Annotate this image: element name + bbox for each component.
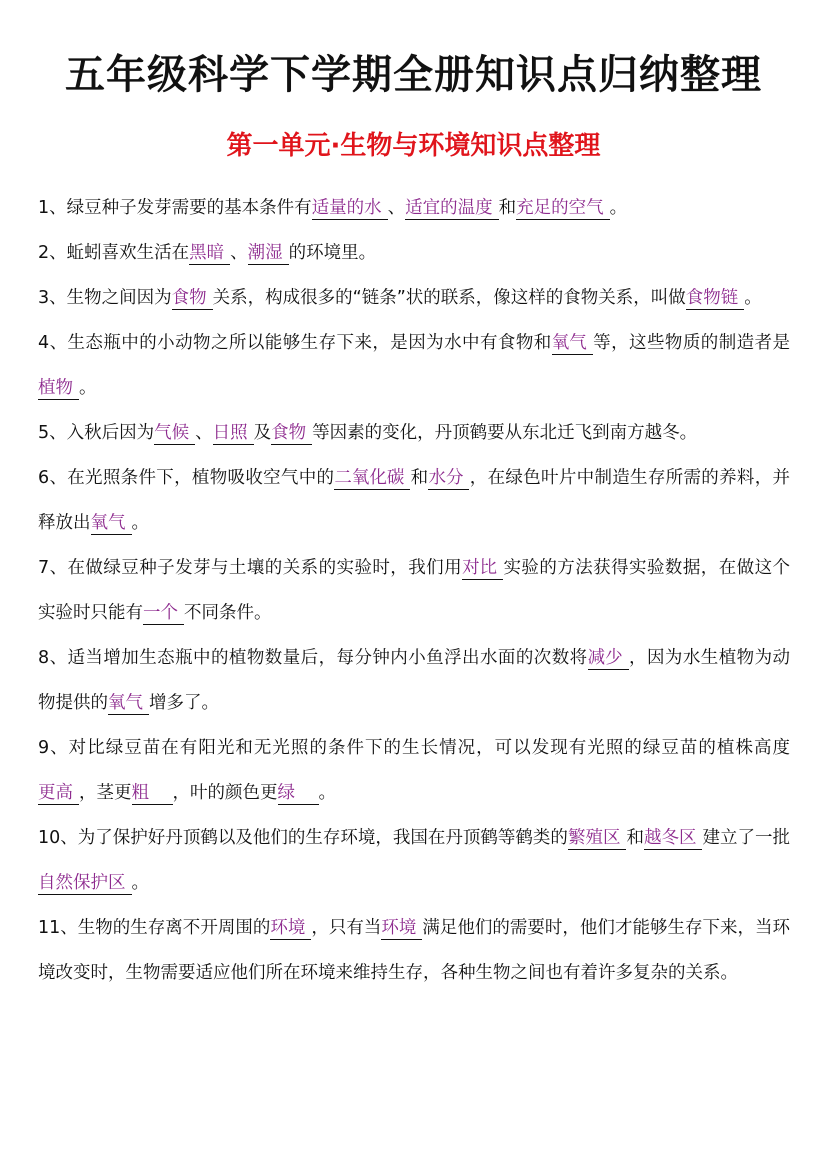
item-text: 的环境里。 — [288, 243, 377, 263]
answer-text: 一个 — [143, 603, 178, 623]
item-text: 2、蚯蚓喜欢生活在 — [38, 243, 190, 263]
item-text: 4、生态瓶中的小动物之所以能够生存下来，是因为水中有食物和 — [38, 333, 552, 353]
answer-text: 环境 — [381, 918, 417, 938]
list-item — [38, 726, 790, 816]
answer-text: 繁殖区 — [567, 828, 621, 848]
answer-text: 氧气 — [90, 513, 126, 533]
answer-text: 黑暗 — [189, 243, 225, 263]
answer-blank — [154, 422, 195, 445]
answer-blank — [132, 782, 173, 805]
answer-blank — [405, 197, 499, 220]
item-text: 等，这些物质的制造者是 — [592, 333, 790, 353]
list-item — [38, 636, 790, 726]
item-text: ，因为水生植物为动物提供的 — [38, 648, 790, 713]
answer-blank — [189, 242, 230, 265]
item-text: ，茎更 — [79, 783, 132, 803]
item-text: 增多了。 — [149, 693, 219, 713]
answer-text: 食物 — [271, 423, 307, 443]
item-text: 9、对比绿豆苗在有阳光和无光照的条件下的生长情况，可以发现有光照的绿豆苗的植株高度 — [38, 738, 790, 758]
answer-blank — [172, 287, 213, 310]
list-item — [38, 456, 790, 546]
answer-blank — [644, 827, 703, 850]
item-text: 3、生物之间因为 — [38, 288, 172, 308]
answer-blank — [312, 197, 388, 220]
answer-blank — [271, 422, 312, 445]
answer-text: 植物 — [38, 378, 73, 398]
answer-text: 食物链 — [685, 288, 739, 308]
item-text: 1、绿豆种子发芽需要的基本条件有 — [38, 198, 312, 218]
answer-blank — [516, 197, 610, 220]
answer-blank — [552, 332, 593, 355]
answer-text: 氧气 — [551, 333, 587, 353]
item-text: 和 — [410, 468, 429, 488]
answer-text: 氧气 — [108, 693, 143, 713]
list-item — [38, 546, 790, 636]
item-text: 不同条件。 — [184, 603, 272, 623]
item-text: 和 — [498, 198, 517, 218]
list-item — [38, 276, 790, 321]
answer-text: 绿 — [277, 783, 295, 803]
item-text: 5、入秋后因为 — [38, 423, 155, 443]
item-text: 满足他们的需要时，他们才能够生存下来，当环境改变时，生物需要适应他们所在环境来维持生存，各种生物之间也有着许多复杂的关系。 — [38, 918, 790, 983]
list-item — [38, 186, 790, 231]
item-text: ，叶的颜色更 — [172, 783, 278, 803]
item-text: 及 — [253, 423, 272, 443]
answer-blank — [213, 422, 254, 445]
item-text: 7、在做绿豆种子发芽与土壤的关系的实验时，我们用 — [38, 558, 463, 578]
item-text: 。 — [131, 873, 149, 893]
answer-blank — [143, 602, 184, 625]
item-text: 。 — [744, 288, 762, 308]
answer-blank — [38, 872, 132, 895]
answer-blank — [108, 692, 149, 715]
answer-text: 潮湿 — [247, 243, 283, 263]
list-item — [38, 321, 790, 411]
answer-text: 粗 — [131, 783, 149, 803]
item-text: 等因素的变化，丹顶鹤要从东北迁飞到南方越冬。 — [312, 423, 698, 443]
answer-blank — [334, 467, 410, 490]
knowledge-list — [38, 186, 790, 996]
answer-text: 充足的空气 — [516, 198, 604, 218]
answer-blank — [38, 377, 79, 400]
item-text: 、 — [387, 198, 406, 218]
answer-blank — [428, 467, 469, 490]
answer-blank — [248, 242, 289, 265]
answer-blank — [278, 782, 319, 805]
answer-text: 适宜的温度 — [405, 198, 493, 218]
answer-text: 食物 — [171, 288, 207, 308]
item-text: 、 — [195, 423, 213, 443]
answer-text: 二氧化碳 — [334, 468, 405, 488]
unit-subtitle: 第一单元·生物与环境知识点整理 — [226, 131, 601, 161]
answer-blank — [270, 917, 311, 940]
answer-text: 适量的水 — [311, 198, 382, 218]
answer-text: 减少 — [587, 648, 623, 668]
answer-blank — [588, 647, 629, 670]
answer-blank — [568, 827, 627, 850]
answer-text: 气候 — [154, 423, 190, 443]
answer-blank — [381, 917, 422, 940]
list-item — [38, 411, 790, 456]
item-text: 。 — [79, 378, 97, 398]
answer-text: 日照 — [212, 423, 248, 443]
item-text: 。 — [609, 198, 628, 218]
item-text: 。 — [318, 783, 336, 803]
document-title: 五年级科学下学期全册知识点归纳整理 — [65, 52, 762, 98]
list-item — [38, 906, 790, 996]
item-text: 。 — [131, 513, 149, 533]
answer-text: 水分 — [428, 468, 464, 488]
answer-blank — [686, 287, 745, 310]
item-text: ，在绿色叶片中制造生存所需的养料，并释放出 — [38, 468, 791, 533]
list-item — [38, 816, 790, 906]
answer-text: 更高 — [38, 783, 73, 803]
answer-text: 自然保护区 — [38, 873, 126, 893]
item-text: 8、适当增加生态瓶中的植物数量后，每分钟内小鱼浮出水面的次数将 — [38, 648, 588, 668]
item-text: 6、在光照条件下，植物吸收空气中的 — [38, 468, 335, 488]
answer-text: 对比 — [462, 558, 498, 578]
item-text: ，只有当 — [311, 918, 382, 938]
answer-text: 环境 — [270, 918, 306, 938]
item-text: 建立了一批 — [702, 828, 790, 848]
item-text: 关系，构成很多的“链条”状的联系，像这样的食物关系，叫做 — [212, 288, 686, 308]
list-item — [38, 231, 790, 276]
answer-text: 越冬区 — [643, 828, 697, 848]
item-text: 11、生物的生存离不开周围的 — [38, 918, 271, 938]
item-text: 和 — [626, 828, 644, 848]
answer-blank — [91, 512, 132, 535]
item-text: 10、为了保护好丹顶鹤以及他们的生存环境，我国在丹顶鹤等鹤类的 — [38, 828, 568, 848]
item-text: 、 — [230, 243, 248, 263]
item-text: 实验的方法获得实验数据，在做这个实验时只能有 — [38, 558, 791, 623]
answer-blank — [38, 782, 79, 805]
answer-blank — [462, 557, 503, 580]
